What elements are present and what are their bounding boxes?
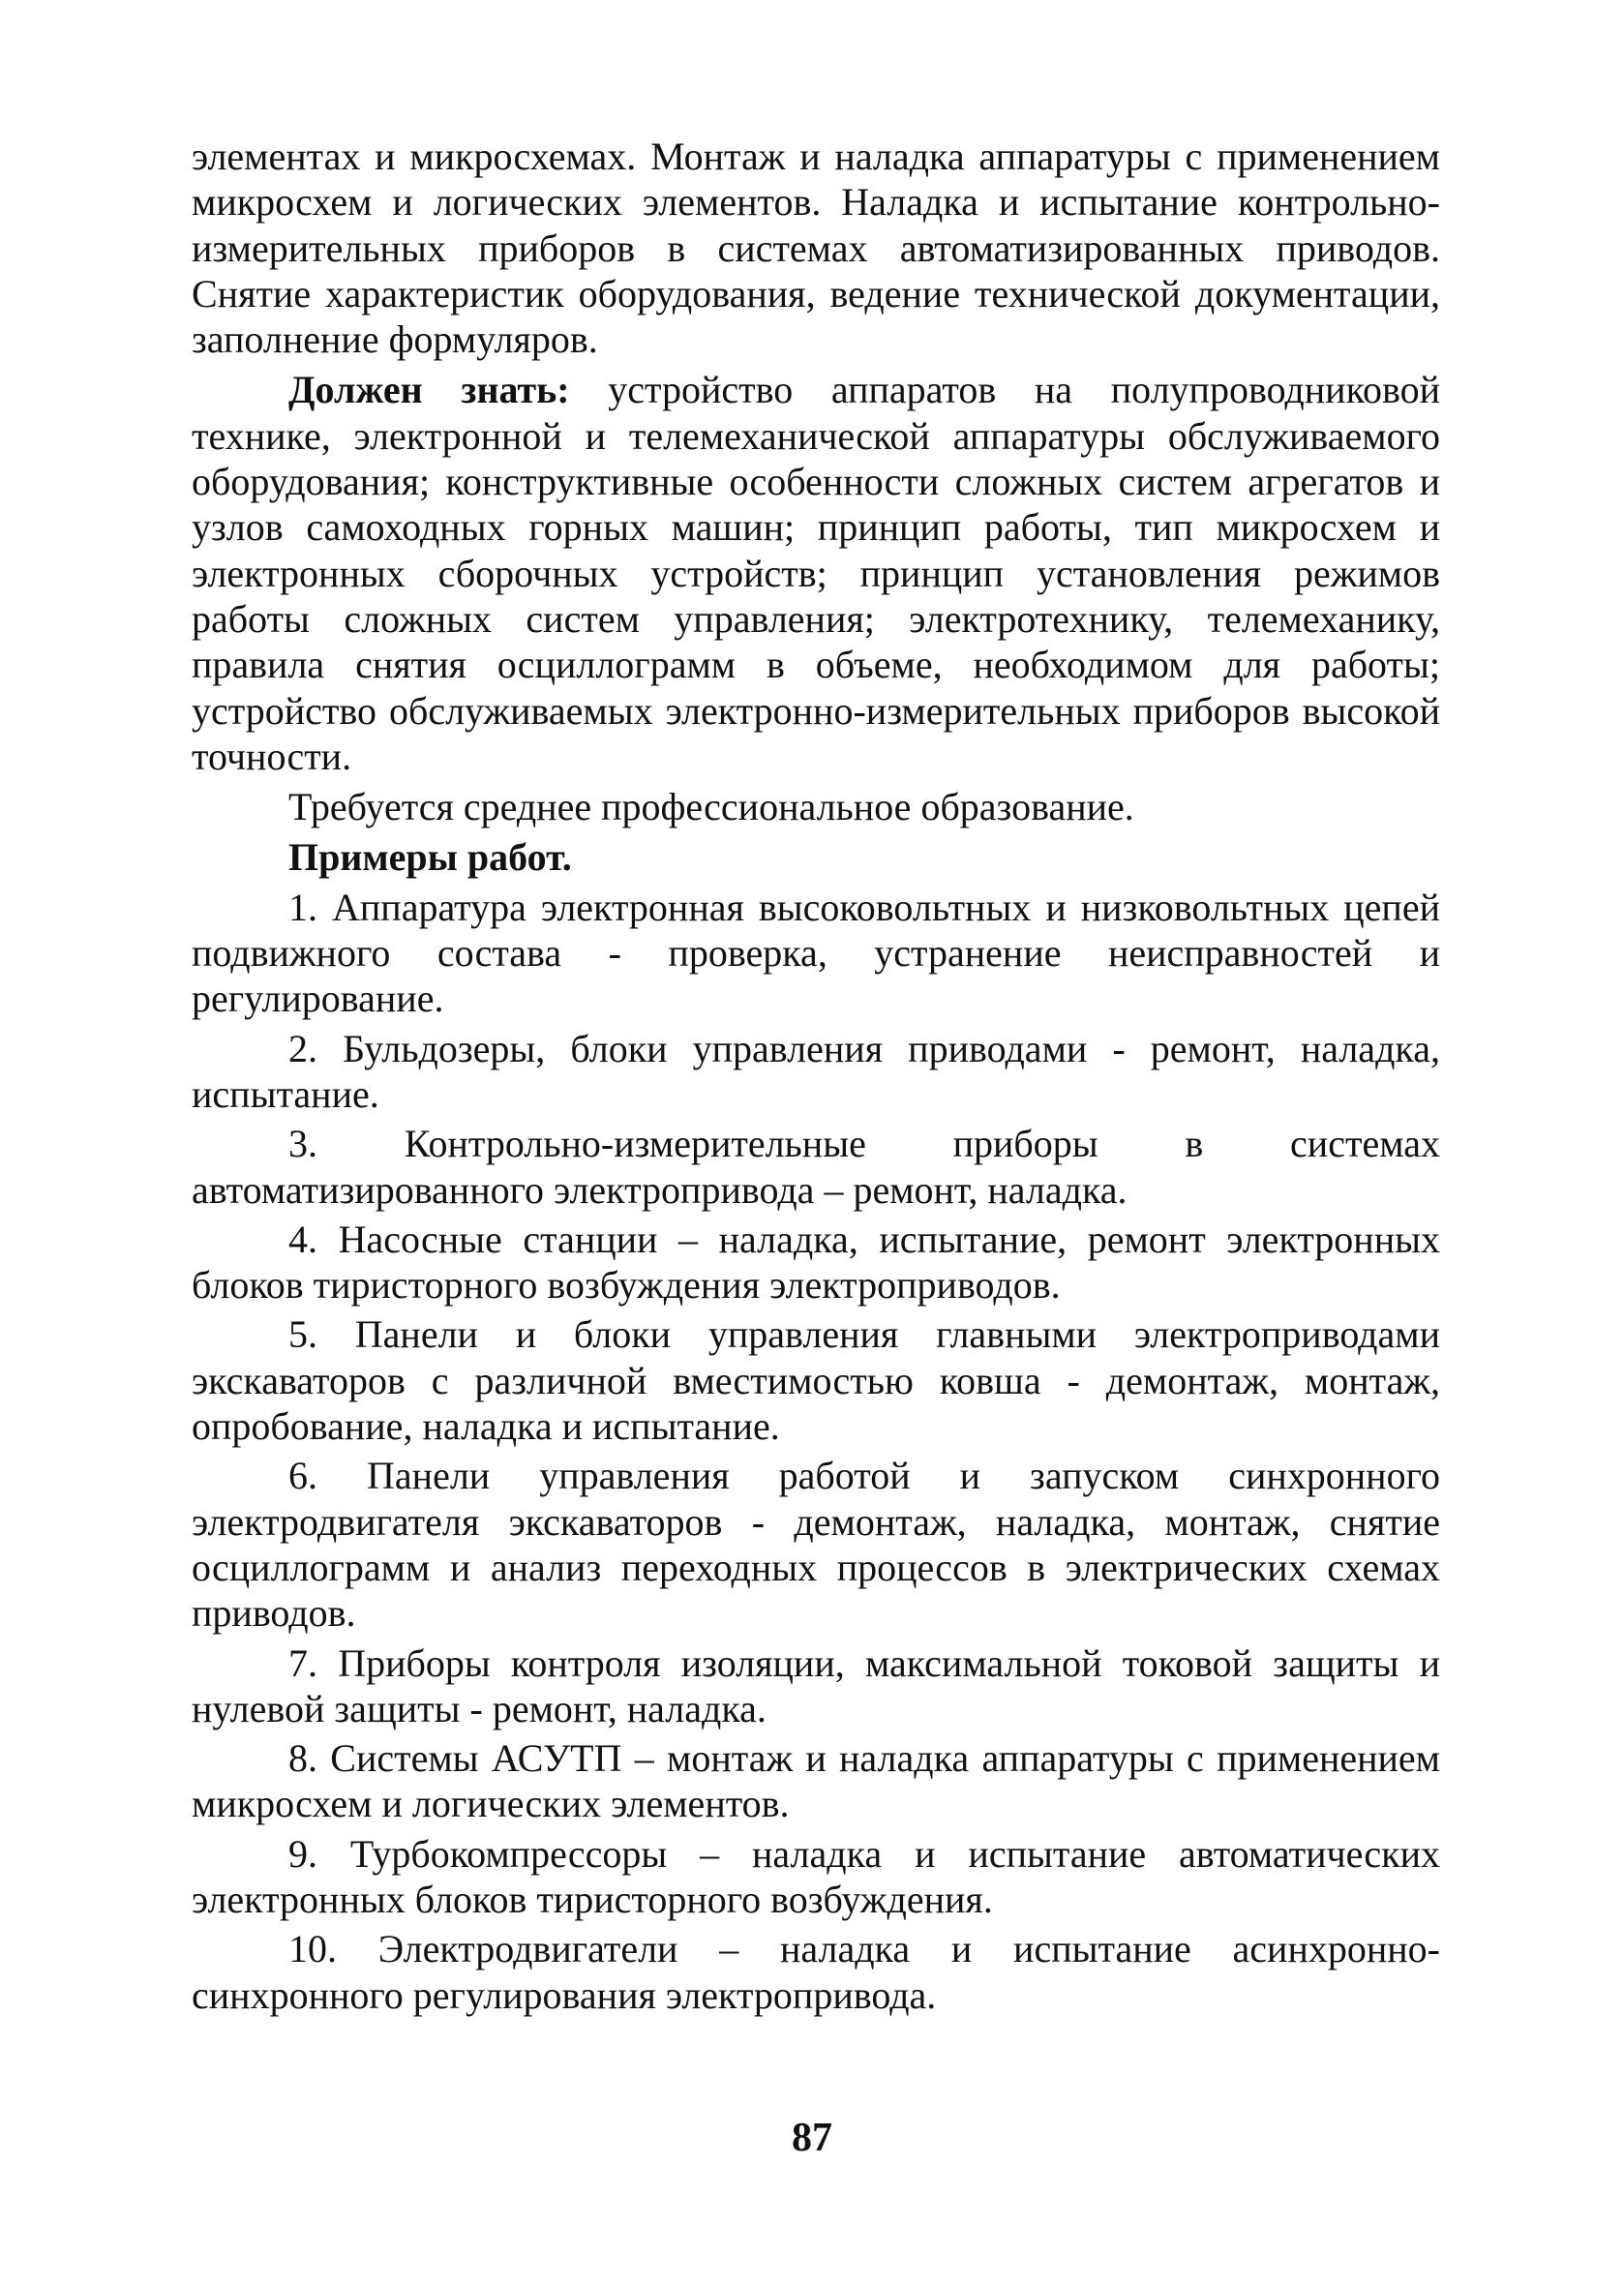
example-item: 6. Панели управления работой и запуском синхронного электродвигателя экскаваторов - демонтаж, наладка, монтаж, снятие осциллограмм и анализ переходных процессов в электрических схемах приводов.	[192, 1454, 1440, 1636]
example-item: 1. Аппаратура электронная высоковольтных и низковольтных цепей подвижного состава - проверка, устранение неисправностей и регулирование.	[192, 885, 1440, 1021]
must-know-label: Должен знать:	[288, 368, 570, 412]
education-requirement: Требуется среднее профессиональное образование.	[288, 785, 1134, 829]
example-item: 7. Приборы контроля изоляции, максимальной токовой защиты и нулевой защиты - ремонт, наладка.	[192, 1640, 1440, 1730]
example-item: 8. Системы АСУТП – монтаж и наладка аппаратуры с применением микросхем и логических элементов.	[192, 1736, 1440, 1826]
example-item: 3. Контрольно-измерительные приборы в системах автоматизированного электропривода – ремонт, наладка.	[192, 1122, 1440, 1212]
document-body	[192, 134, 1440, 2018]
examples-heading: Примеры работ.	[288, 835, 572, 880]
example-item: 9. Турбокомпрессоры – наладка и испытание автоматических электронных блоков тиристорного возбуждения.	[192, 1831, 1440, 1921]
example-item: 4. Насосные станции – наладка, испытание, ремонт электронных блоков тиристорного возбуждения электроприводов.	[192, 1217, 1440, 1308]
page-number: 87	[792, 2116, 832, 2160]
intro-paragraph: элементах и микросхемах. Монтаж и наладка аппаратуры с применением микросхем и логических элементов. Наладка и испытание контрольно-измерительных приборов в системах автоматизированных приводов. Снятие характеристик оборудования, ведение технической документации, заполнение формуляров.	[192, 135, 1440, 362]
example-item: 5. Панели и блоки управления главными электроприводами экскаваторов с различной вместимостью ковша - демонтаж, монтаж, опробование, наладка и испытание.	[192, 1312, 1440, 1449]
example-item: 10. Электродвигатели – наладка и испытание асинхронно-синхронного регулирования электропривода.	[192, 1927, 1440, 2017]
example-item: 2. Бульдозеры, блоки управления приводами - ремонт, наладка, испытание.	[192, 1026, 1440, 1116]
must-know-text: устройство аппаратов на полупроводниковой технике, электронной и телемеханической аппаратуры обслуживаемого оборудования; конструктивные особенности сложных систем агрегатов и узлов самоходных горных машин; принцип работы, тип микросхем и электронных сборочных устройств; принцип установления режимов работы сложных систем управления; электротехнику, телемеханику, правила снятия осциллограмм в объеме, необходимом для работы; устройство обслуживаемых электронно-измерительных приборов высокой точности.	[192, 368, 1440, 778]
must-know-paragraph	[192, 367, 1440, 779]
